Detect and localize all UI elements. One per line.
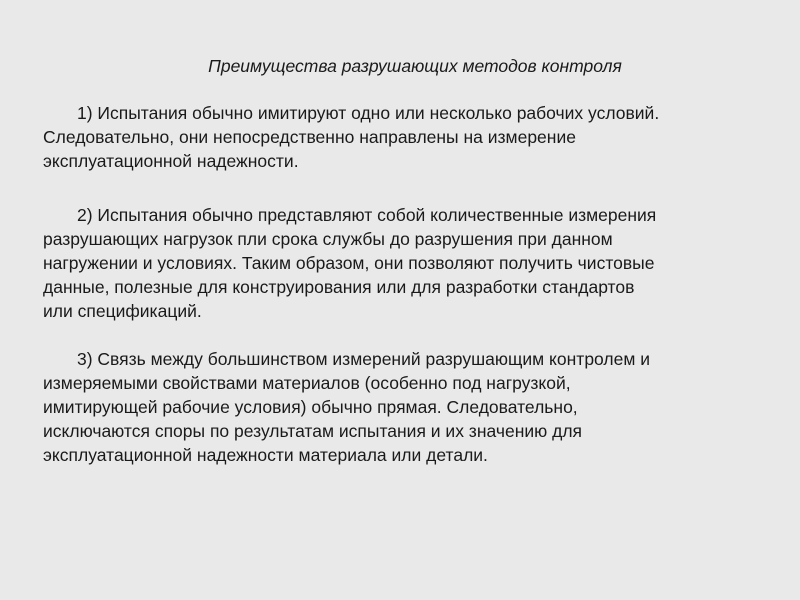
paragraph-line: данные, полезные для конструирования или для разработки стандартов [43, 277, 635, 297]
paragraph-line: имитирующей рабочие условия) обычно прямая. Следовательно, [43, 397, 578, 417]
paragraph-line: исключаются споры по результатам испытания и их значению для [43, 421, 583, 441]
slide-title: Преимущества разрушающих методов контроля [208, 56, 622, 76]
paragraph-3 [43, 347, 783, 467]
paragraph-line: 1) Испытания обычно имитируют одно или несколько рабочих условий. [77, 103, 660, 123]
paragraph-line: 2) Испытания обычно представляют собой количественные измерения [77, 205, 657, 225]
paragraph-line: Следовательно, они непосредственно направлены на измерение [43, 127, 576, 147]
paragraph-line: разрушающих нагрузок пли срока службы до разрушения при данном [43, 229, 613, 249]
paragraph-line: 3) Связь между большинством измерений разрушающим контролем и [77, 349, 651, 369]
paragraph-line: эксплуатационной надежности материала или детали. [43, 445, 488, 465]
paragraph-line: или спецификаций. [43, 301, 202, 321]
paragraph-line: измеряемыми свойствами материалов (особенно под нагрузкой, [43, 373, 571, 393]
paragraph-line: эксплуатационной надежности. [43, 151, 299, 171]
paragraph-2 [43, 203, 783, 323]
paragraph-1 [43, 101, 783, 173]
paragraph-line: нагружении и условиях. Таким образом, они позволяют получить чистовые [43, 253, 655, 273]
